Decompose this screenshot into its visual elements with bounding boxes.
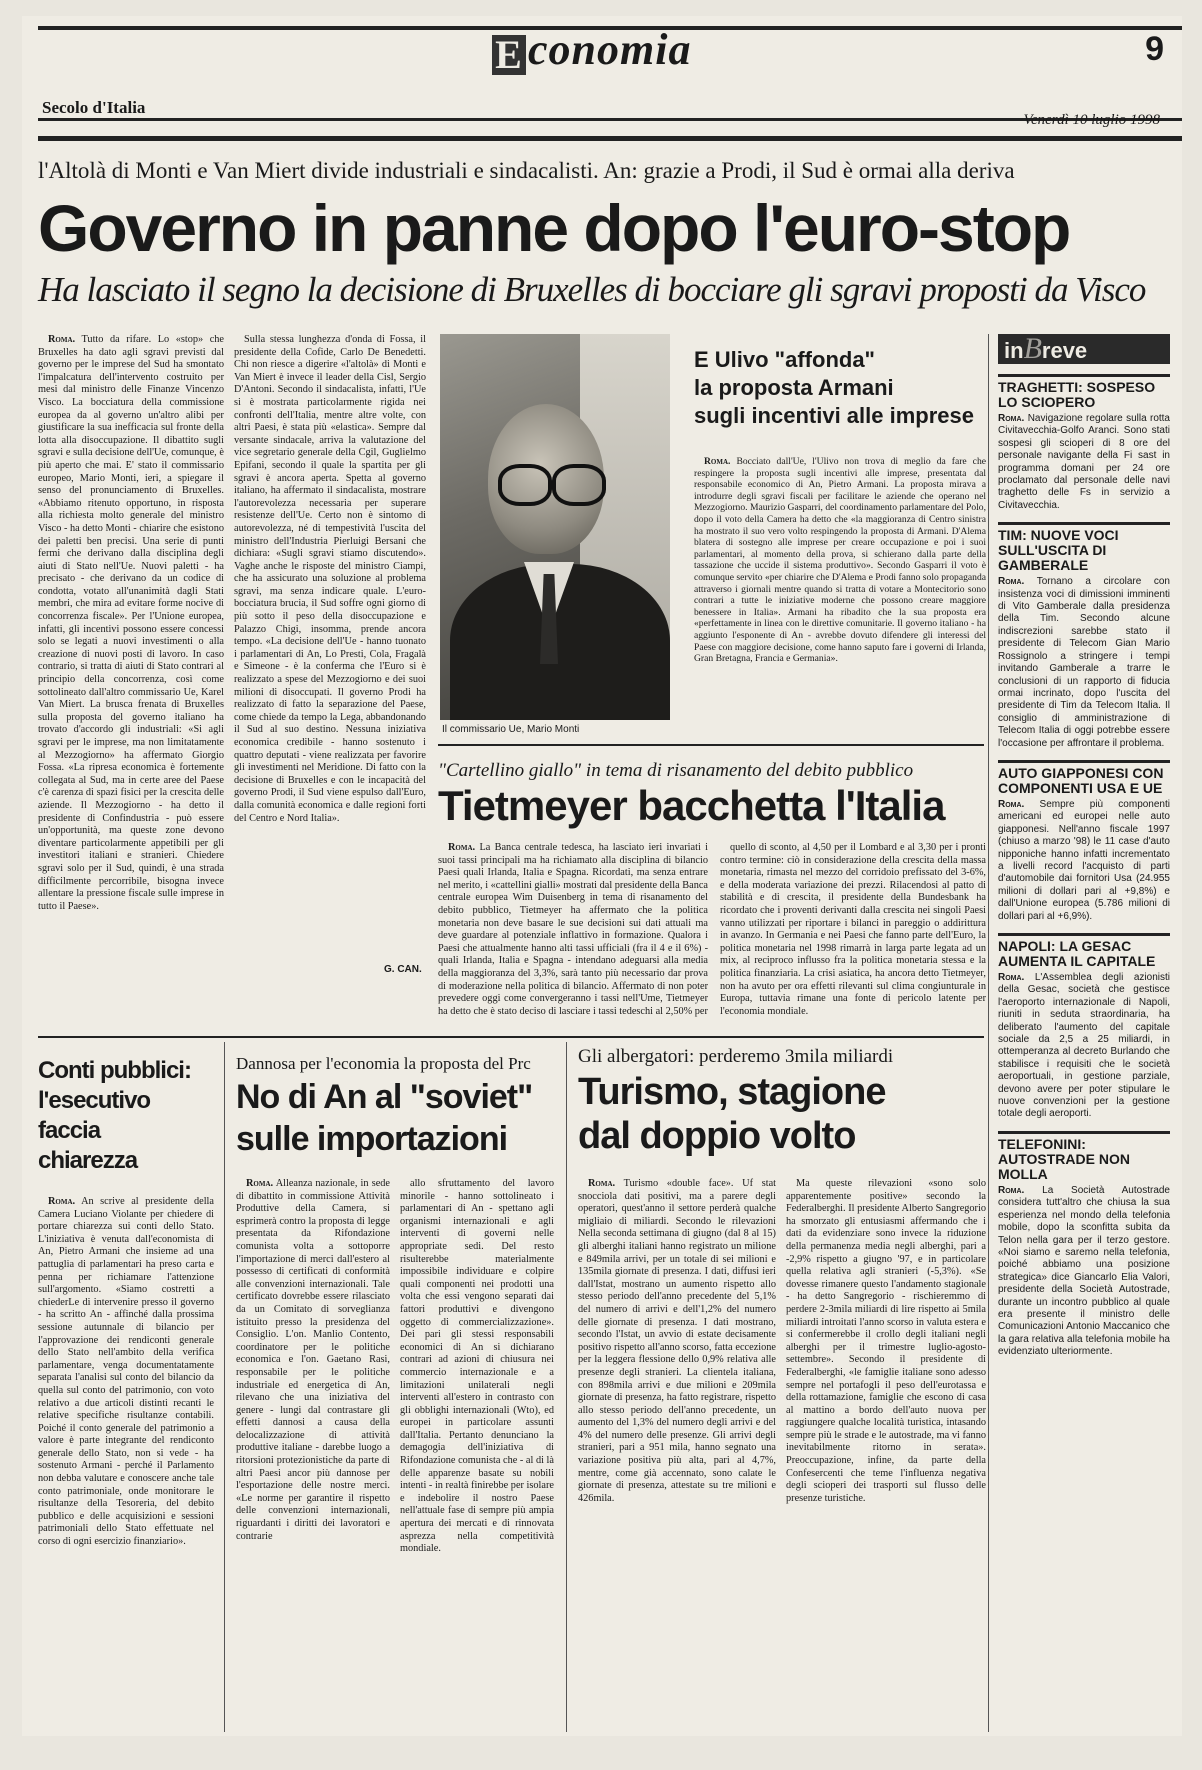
in-breve-title: inBreve	[998, 334, 1170, 364]
newspaper-page	[22, 16, 1182, 1736]
brief-item: AUTO GIAPPONESI CON COMPONENTI USA E UE Roma. Sempre più componenti americani ed europei nelle auto giapponesi. Nell'anno fiscale 1997 (chiuso a marzo '98) le 11 case d'auto nipponiche hanno infatti incrementato a livelli record l'acquisto di parti d'automobile dai fornitori Usa (24.955 milioni di dollari pari al +9,8%) e dall'Unione europea (5.786 milioni di dollari pari al +6,9%).	[998, 760, 1170, 923]
section-logo	[492, 24, 691, 75]
tietmeyer-headline: Tietmeyer bacchetta l'Italia	[438, 782, 945, 829]
lead-kicker: l'Altolà di Monti e Van Miert divide industriali e sindacalisti. An: grazie a Prodi, il Sud è ormai alla deriva	[38, 158, 1015, 183]
turismo-kicker: Gli albergatori: perderemo 3mila miliardi	[578, 1046, 894, 1067]
turismo-column-1: Roma. Turismo «double face». Uf stat snocciola dati positivi, ma a parere degli operatori, quest'anno il settore perderà qualche migliaio di miliardi. Secondo le rilevazioni Nella seconda settimana di giugno (dal 8 al 15) gli alberghi italiani hanno registrato un milione e 849mila arrivi, per un totale di sei milioni e 135mila giornate di presenza. I dati, diffusi ieri dall'Istat, mostrano un aumento rispetto allo stesso periodo dell'anno precedente del 5,1% del numero di arrivi e dell'1,2% del numero delle giornate di presenza. I dati mostrano, secondo l'Istat, un avvio di estate decisamente positivo rispetto all'anno scorso, fatta eccezione per la leggera flessione dello 0,9% relativa alle presenze degli stranieri. La clientela italiana, con 898mila arrivi e due milioni e 209mila giornate di presenza, ha fatto registrare, rispetto allo stesso periodo dell'anno precedente, un aumento del 1,3% del numero degli arrivi e del 4% del numero delle presenze. Gli arrivi degli stranieri, pari a 951 mila, hanno segnato una variazione positiva più alta, pari al 4,7%, mentre, come già accennato, sono calate le giornate di presenza, attestate su tre milioni e 426mila.	[578, 1178, 776, 1504]
lead-text-2: Sulla stessa lunghezza d'onda di Fossa, il presidente della Cofide, Carlo De Benedetti. Chi non riesce a digerire «l'altolà» di Monti e Van Miert è invece il leader della Cisl, Sergio D'Antoni. Secondo il sindacalista, infatti, l'Ue si è mostrata particolarmente rigida nei confronti dell'Italia, mentre altre volte, con altri Paesi, è stata più «elastica». Sempre dal versante sindacale, arriva la valutazione del vice segretario generale della Cgil, Guglielmo Epifani, secondo il quale la spartita per gli sgravi è ancora aperta. Spetta al governo italiano, ha affermato il sindacalista, mostrare l'autorevolezza necessaria per superare resistenze dell'Ue. Certo non è sintomo di autorevolezza, né di tempestività l'uscita del ministro dell'Industria Pierluigi Bersani che dichiara: «Sugli sgravi stiamo discutendo». Vaghe anche le risposte del ministro Ciampi, che ha assicurato una soluzione al problema sgravi, ma senza indicare quale. L'euro-bocciatura brucia, il Sud soffre ogni giorno di più sotto il peso della disoccupazione e Palazzo Chigi, insomma, prende ancora tempo. «La decisione dell'Ue - hanno tuonato i parlamentari di An, Lo Presti, Cola, Fragalà e Simeone - è la conferma che l'Euro si è realizzato a spese del Mezzogiorno e dei suoi milioni di disoccupati. Il governo Prodi ha realizzato di fatto la separazione del Paese, come chiede da tempo la Lega, abbandonando il Sud al suo destino. Nessuna iniziativa economica credibile - hanno sostenuto i quattro deputati - viene realizzata per favorire gli investimenti nel Meridione. Di fatto con la decisione di Bruxelles e con le incapacità del governo Prodi, il Sud viene espulso dall'Euro, dalla comunità economica e dalle regioni forti del Centro e Nord Italia».	[234, 334, 426, 824]
turismo-headline: Turismo, stagione dal doppio volto	[578, 1071, 886, 1157]
soviet-kicker: Dannosa per l'economia la proposta del Prc	[236, 1054, 531, 1073]
masthead-rule	[38, 118, 1182, 121]
lead-column-2	[234, 334, 426, 970]
armani-text: Roma. Bocciato dall'Ue, l'Ulivo non trova di meglio da fare che respingere la proposta sugli incentivi alle imprese, presentata dal responsabile economico di An, Pietro Armani. La proposta mirava a introdurre degli sgravi fiscali per facilitare le aziende che operano nel Mezzogiorno. Maurizio Gasparri, del coordinamento parlamentare del Polo, dopo il voto della Camera ha detto che «la maggioranza di Centro sinistra ha mostrato il suo vero volto respingendo la proposta di Armani. D'Alema blatera di sostegno alle imprese per creare occupazione e poi i suoi parlamentari, al momento della prova, si schierano dalla parte della tassazione che uccide il sistema produttivo». Secondo Gasparri il voto è comunque servito «per chiarire che D'Alema e Prodi fanno solo propaganda attraverso i giornali mentre quando si tratta di votare a Montecitorio sono contrari a tutte le iniziative moderne che possono creare maggiore benessere in Italia». Armani ha ribadito che la sua proposta era «perfettamente in linea con le direttive comunitarie. Il governo italiano - ha aggiunto l'esponente di An - avrebbe dovuto difendere gli interessi del Paese con maggiore decisione, come hanno saputo fare i governi di Irlanda, Gran Bretagna, Francia e Germania».	[694, 456, 986, 665]
lead-signature: G. CAN.	[384, 964, 422, 975]
soviet-headline: No di An al "soviet" sulle importazioni	[236, 1078, 533, 1158]
in-breve-sidebar	[998, 334, 1170, 1726]
tietmeyer-column-2: quello di sconto, al 4,50 per il Lombard e al 3,30 per i pronti contro termine: ciò in considerazione della crescita della massa monetaria, rimasta nel mezzo del corridoio prefissato del 3-6%, e della moderata variazione dei prezzi. Rilacendosi al patto di stabilità e di crescita, il presidente della Bundesbank ha ricordato che i proventi derivanti dalla crescita nei singoli Paesi vanno utilizzati per riportare i bilanci in pareggio o addirittura in avanzo. In Germania e nei Paesi che fanno parte dell'Euro, la politica monetaria nel 1998 rimarrà in larga parte legata ad un mix, al reciproco influsso fra la politica monetaria stessa e la politica finanziaria. La crisi asiatica, ha ancora detto Tietmeyer, non ha avuto per ora effetti rilevanti sul clima congiunturale in Europa, tuttavia rimane una fonte di pericolo latente per l'economia mondiale.	[720, 842, 986, 1017]
conti-text: Roma. An scrive al presidente della Camera Luciano Violante per chiedere di portare chiarezza sui conti dello Stato. L'iniziativa è venuta dall'economista di An, Pietro Armani che insieme ad una pattuglia di parlamentari ha preso carta e penna per richiamare l'attenzione sull'argomento. «Siamo costretti a chiederLe di intervenire presso il governo - ha scritto An - affinché dalla prossima sessione autunnale di bilancio per l'approvazione dei rendiconti generale dello Stato nell'ambito della verifica parlamentare, venga documentatamente separata l'analisi sul conto del bilancio da quella sul conto del patrimonio, con voto relativo a due articoli distinti recanti le relative specifiche risultanze contabili. Poiché il conto generale del patrimonio a valore è parte integrante del rendiconto generale dello Stato, non si vede - ha sostenuto Armani - perché il Parlamento non debba valutare e conoscere anche tale conto patrimoniale, onde monitorare le risultanze della Tesoreria, del debito pubblico e delle acquisizioni e sessioni patrimoniali dello Stato effettuate nel corso di ogni esercizio finanziario».	[38, 1196, 214, 1548]
brief-item: NAPOLI: LA GESAC AUMENTA IL CAPITALE Roma. L'Assemblea degli azionisti della Gesac, società che gestisce l'aeroporto internazionale di Napoli, riuniti in seduta straordinaria, ha deliberato l'aumento del capitale sociale da 2,5 a 25 miliardi, in ottemperanza al decreto Burlando che stabilisce i requisiti che le società aeroportuali, in gestione parziale, devono avere per poter stipulare le nuove convenzioni per la gestione totale degli aeroporti.	[998, 933, 1170, 1121]
lead-text-1: Tutto da rifare. Lo «stop» che Bruxelles ha dato agli sgravi previsti dal governo per le imprese del Sud ha smontato l'impalcatura dell'intervento costruito per mesi dal ministro delle Finanze Vincenzo Visco. La bocciatura della commissione europea da al governo un'altro alibi per giustificare la sua inefficacia sul fronte della lotta alla disoccupazione. Il dibattito sugli sgravi e sulla decisione dell'Ue, comunque, è più aperto che mai. E' stato il commissario europeo, Mario Monti, ieri, a spiegare il senso del pronunciamento di Bruxelles. «Abbiamo ritenuto opportuno, in risposta alla richiesta molto generale del ministro Visco - ha detto Monti - chiarire che esistono dei paletti ben precisi. Una serie di punti fermi che derivano dalla disciplina degli aiuti di Stato nell'Ue. Nuovi paletti - ha precisato - che derivano da un codice di condotta, votato all'unanimità dagli Stati membri, che mira ad evitare forme nocive di concorrenza fiscale». Per l'Unione europea, infatti, gli incentivi possono essere concessi solo se legati a nuovi investimenti o alla creazione di nuovi posti di lavoro. In caso contrario, si tratta di aiuti di Stato contrari al principio della concorrenza, così come sottolineato dall'altro commissario Ue, Karel Van Miert. La brusca frenata di Bruxelles sulla proposta del governo italiano ha trovato d'accordo gli industriali: «Si agli sgravi per le imprese, ma non limitatamente al Mezzogiorno» ha affermato Giorgio Fossa. «La ripresa economica è fortemente collegata al Sud, ma in certe aree del Paese c'è carenza di spazi fisici per la crescita delle aziende. Il Mezzogiorno - ha detto il presidente di Confindustria - può essere un'opportunità, ma queste zone devono diventare particolarmente appetibili per gli investitori italiani e stranieri. Chiedere sgravi solo per il Sud, quindi, è una strada difficilmente percorribile, bisogna invece allentare la pressione fiscale sulle imprese in tutto il Paese».	[38, 334, 224, 912]
tietmeyer-kicker: "Cartellino giallo" in tema di risanamento del debito pubblico	[438, 760, 914, 781]
soviet-column-1: Roma. Alleanza nazionale, in sede di dibattito in commissione Attività Produttive della Camera, si esprimerà contro la proposta di legge presentata da Rifondazione comunista volta a sottoporre l'importazione di merci dall'estero al possesso di certificati di conformità alle convenzioni internazionali. Tale certificato dovrebbe essere rilasciato da un Comitato di sorveglianza istituito presso la presidenza del Consiglio. L'on. Manlio Contento, coordinatore per le politiche economica e l'on. Gaetano Rasi, responsabile per le politiche industriale ed energetica di An, rilevano che una iniziativa del genere - lungi dal contrastare gli effetti dannosi a causa della delocalizzazione di attività produttive italiane - darebbe luogo a ritorsioni protezionistiche da parte di altri Paesi ancor più dannose per l'esportazione delle nostre merci. «Le norme per garantire il rispetto delle convenzioni internazionali, riguardanti i diritti dei lavoratori e contrarie	[236, 1178, 390, 1542]
lead-subhead: Ha lasciato il segno la decisione di Bruxelles di bocciare gli sgravi proposti da Visco	[38, 270, 1146, 309]
issue-date: Venerdì 10 luglio 1998	[1023, 112, 1160, 128]
brief-item: TIM: NUOVE VOCI SULL'USCITA DI GAMBERALE Roma. Tornano a circolare con insistenza voci di dimissioni imminenti di Vito Gamberale dalla presidenza della Tim. Secondo alcune indiscrezioni sarebbe stato il presidente di Telecom Gian Mario Rossignolo a stringere i tempi invitando Gamberale a trarre le conclusioni di un rapporto di fiducia ormai incrinato, dopo l'uscita del presidente di Tim da Telecom Italia. Il consiglio di amministrazione di Telecom Italia di oggi potrebbe essere l'occasione per affrontare il problema.	[998, 522, 1170, 750]
photo-mario-monti	[440, 334, 670, 720]
tietmeyer-column-1: Roma. La Banca centrale tedesca, ha lasciato ieri invariati i suoi tassi principali ma ha richiamato alla disciplina di bilancio Paesi quali Irlanda, Italia e Spagna. Ricordati, ma senza entrare nel merito, i «cattellini gialli» mostrati dal presidente della Banca centrale europea Wim Duisenberg in tema di risanamento del debito pubblico, Tietmeyer ha affermato che la politica monetaria non deve basare le sue decisioni sui dati attuali ma deve guardare al potenziale inflattivo in formazione. Qualora i Paesi che attualmente hanno alti tassi ufficiali (fra il 4 e il 6%) - quali Irlanda, Italia e Spagna - intendano adeguarsi alla media della maggioranza del 3,3%, sarà tanto più necessario dar prova di moderazione nella politica di bilancio. Affermato di non poter prevedere oggi come convergeranno i tassi nell'Ume, Tietmeyer ha detto che è stato deciso di lasciare i tassi tedeschi al 2,50% per	[438, 842, 708, 1017]
masthead-rule-bottom	[38, 136, 1182, 141]
brief-item: TELEFONINI: AUTOSTRADE NON MOLLA Roma. La Società Autostrade considera tutt'altro che chiusa la sua esperienza nel mondo della telefonia mobile, dopo la sconfitta subita da Telon nella gara per il terzo gestore. «Noi siamo e saremo nella telefonia, poiché abbiamo una posizione strategica» dice Giancarlo Elia Valori, presidente della Società Autostrade, durante un incontro pubblico al quale era presente il ministro delle Comunicazioni Antonio Maccanico che la gara relativa alla telefonia mobile ha evidenziato ulteriormente.	[998, 1131, 1170, 1359]
eyeglasses-icon	[498, 464, 552, 506]
turismo-column-2: Ma queste rilevazioni «sono solo apparentemente positive» secondo la Federalberghi. Il presidente Alberto Sangregorio ha smorzato gli entusiasmi affermando che i dati da evidenziare sono invece la riduzione della permanenza media negli alberghi, pari a -2,9% rispetto a giugno '97, e in particolare quella relativa agli stranieri (-5,3%). «Se dovesse rimanere questo l'andamento stagionale - ha detto Sangregorio - rischieremmo di perdere 2-3mila miliardi di lire rispetto ai 5mila miliardi introitati l'anno scorso in valuta estera e si confermerebbe il crollo degli italiani negli alberghi per il trimestre luglio-agosto-settembre». Secondo il presidente di Federalberghi, «le famiglie italiane sono adesso sempre nel portafogli il peso dell'eurotassa e della rottamazione, famiglie che escono di casa al mattino a bordo dell'auto nuova per raggiungere qualche località turistica, intasando sempre più le strade e le autostrade, ma vi fanno inevitabilmente ritorno in serata». Preoccupazione, infine, da parte della Confesercenti che teme l'influenza negativa degli scioperi dei trasporti sul flusso delle presenze turistiche.	[786, 1178, 986, 1504]
section-logo-initial: E	[492, 35, 526, 75]
brief-item: TRAGHETTI: SOSPESO LO SCIOPERO Roma. Navigazione regolare sulla rotta Civitavecchia-Golfo Aranci. Sono stati sospesi gli scioperi di 8 ore del personale navigante della Fi sast in programma domani per 24 ore proclamato dal personale delle navi traghetto delle Fs in servizio a Civitavecchia.	[998, 374, 1170, 512]
photo-caption: Il commissario Ue, Mario Monti	[442, 724, 580, 735]
page-number: 9	[1145, 30, 1164, 68]
lead-column-1	[38, 334, 224, 978]
armani-headline: E Ulivo "affonda" la proposta Armani sugli incentivi alle imprese	[694, 347, 974, 428]
conti-headline: Conti pubblici: l'esecutivo faccia chiarezza	[38, 1057, 191, 1174]
section-logo-text: conomia	[528, 25, 692, 74]
lead-dateline: Roma.	[48, 334, 76, 345]
soviet-column-2: allo sfruttamento del lavoro minorile - hanno sottolineato i parlamentari di An - spettano agli organismi internazionali e agli interventi di governi nelle appropriate sedi. Del resto risulterebbe materialmente impossibile individuare e colpire quali componenti nei prodotti una volta che essi vengono separati dai fattori produttivi e divengono oggetto di commercializzazione». Dei pari gli stessi responsabili economici di An si dichiarano contrari ad azioni di chiusura nei commercio internazionale e a limitazioni unilaterali negli interventi all'estero in contrasto con gli obblighi internazionali (Wto), ed europei in particolare assunti dall'Italia. Pertanto denunciano la demagogia dell'iniziativa di Rifondazione comunista che - al di là delle apparenze basate su nobili intenti - in realtà finirebbe per isolare e indebolire il nostro Paese nell'attuale fase di sempre più ampia apertura dei mercati e di rinnovata asprezza nella competitività mondiale.	[400, 1178, 554, 1555]
lead-headline: Governo in panne dopo l'euro-stop	[38, 191, 1070, 265]
paper-name: Secolo d'Italia	[42, 98, 146, 117]
